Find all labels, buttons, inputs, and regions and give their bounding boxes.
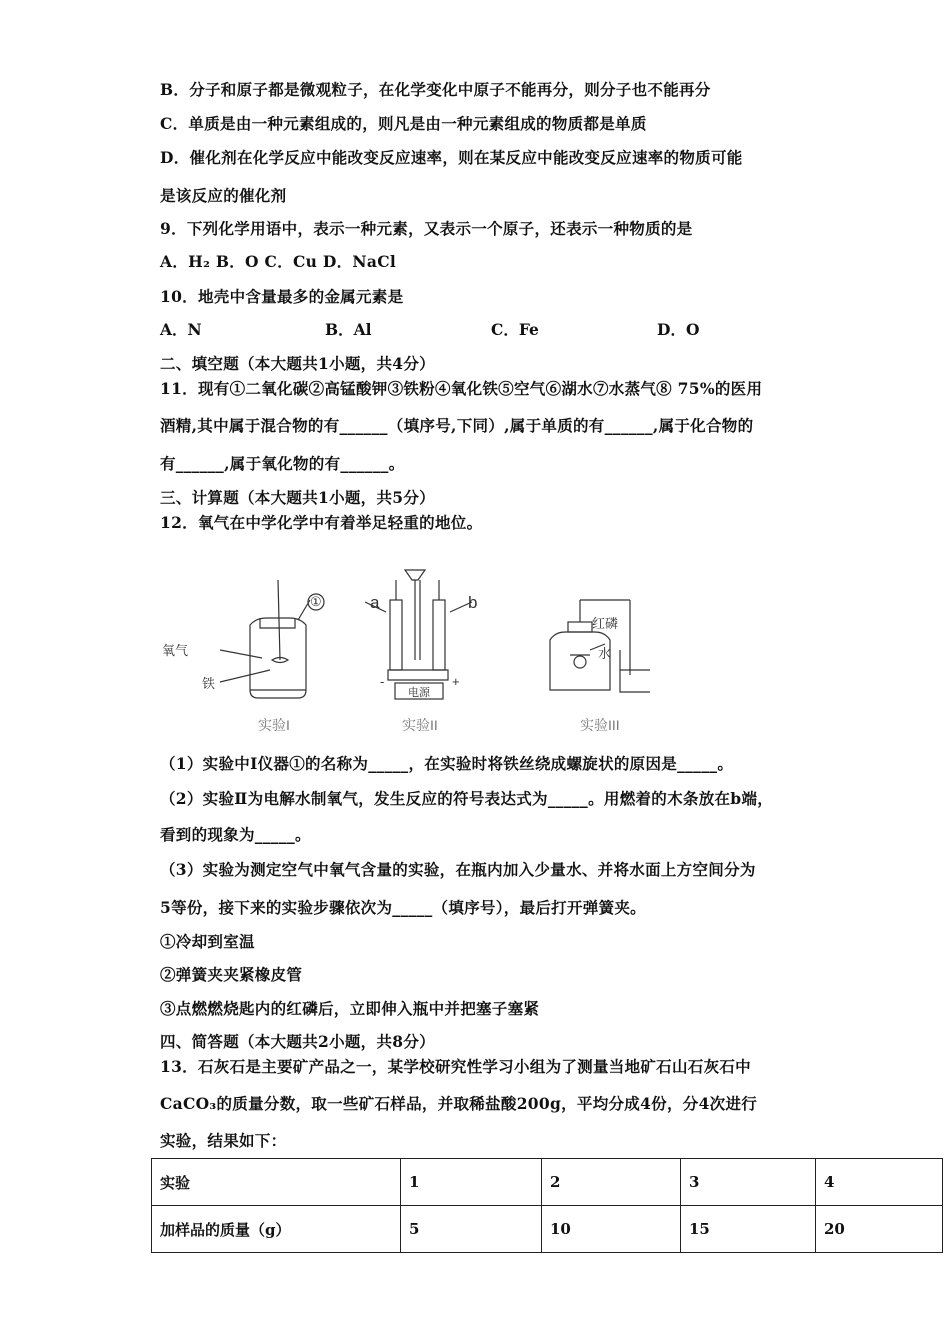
label-iron: 铁: [202, 676, 216, 691]
label-plus: +: [452, 674, 460, 689]
table-cell: 10: [542, 1206, 681, 1253]
table-cell: 20: [816, 1206, 943, 1253]
experiment-figure: [150, 540, 650, 745]
option-8c: C．单质是由一种元素组成的，则凡是由一种元素组成的物质都是单质: [160, 114, 647, 133]
q10-option-d: D．O: [657, 320, 700, 339]
table-cell: 加样品的质量（g）: [152, 1206, 401, 1253]
question-12-part-2-cont: 看到的现象为_____。: [160, 825, 311, 844]
question-12-part-3-cont: 5等份，接下来的实验步骤依次为_____（填序号），最后打开弹簧夹。: [160, 898, 646, 917]
section-2-heading: 二、填空题（本大题共1小题，共4分）: [160, 354, 435, 373]
table-cell: 4: [816, 1159, 943, 1206]
question-12-part-1: （1）实验中Ⅰ仪器①的名称为_____，在实验时将铁丝绕成螺旋状的原因是_____。: [160, 754, 734, 773]
question-9-options: A．H₂ B．O C．Cu D．NaCl: [160, 252, 397, 271]
caption-experiment-3: 实验III: [580, 717, 620, 733]
q10-option-a: A．N: [160, 320, 202, 339]
q10-option-b: B．Al: [325, 320, 372, 339]
step-1: ①冷却到室温: [160, 932, 255, 951]
label-oxygen: 氧气: [162, 643, 189, 658]
label-b: b: [468, 593, 478, 612]
question-13-cont2: 实验，结果如下：: [160, 1131, 287, 1150]
table-cell: 2: [542, 1159, 681, 1206]
question-11-cont2: 有______,属于氧化物的有______。: [160, 454, 405, 473]
label-minus: -: [380, 674, 385, 689]
question-9: 9．下列化学用语中，表示一种元素，又表示一个原子，还表示一种物质的是: [160, 219, 693, 238]
option-8b: B．分子和原子都是微观粒子，在化学变化中原子不能再分，则分子也不能再分: [160, 80, 711, 99]
section-3-heading: 三、计算题（本大题共1小题，共5分）: [160, 488, 435, 507]
q10-option-c: C．Fe: [491, 320, 539, 339]
results-table: [151, 1158, 943, 1253]
table-cell: 1: [401, 1159, 542, 1206]
question-11-cont1: 酒精,其中属于混合物的有______（填序号,下同）,属于单质的有______,属于化合物的: [160, 416, 754, 435]
option-8d: D．催化剂在化学反应中能改变反应速率，则在某反应中能改变反应速率的物质可能: [160, 148, 743, 167]
question-12-part-2: （2）实验Ⅱ为电解水制氧气，发生反应的符号表达式为_____。用燃着的木条放在b端，: [160, 789, 774, 808]
table-row: [152, 1206, 943, 1253]
question-13: 13．石灰石是主要矿产品之一，某学校研究性学习小组为了测量当地矿石山石灰石中: [160, 1057, 751, 1076]
label-power: 电源: [408, 687, 430, 699]
question-12-part-3: （3）实验为测定空气中氧气含量的实验，在瓶内加入少量水、并将水面上方空间分为: [160, 860, 756, 879]
table-cell: 3: [681, 1159, 816, 1206]
option-8d-cont: 是该反应的催化剂: [160, 186, 287, 205]
table-row: [152, 1159, 943, 1206]
caption-experiment-1: 实验I: [258, 717, 290, 733]
question-11: 11．现有①二氧化碳②高锰酸钾③铁粉④氧化铁⑤空气⑥湖水⑦水蒸气⑧ 75%的医用: [160, 379, 763, 398]
caption-experiment-2: 实验II: [402, 717, 438, 733]
label-circle-one: ①: [310, 594, 322, 609]
label-water: 水: [598, 646, 612, 661]
section-4-heading: 四、简答题（本大题共2小题，共8分）: [160, 1032, 435, 1051]
table-cell: 15: [681, 1206, 816, 1253]
label-a: a: [370, 593, 380, 612]
table-cell: 实验: [152, 1159, 401, 1206]
step-2: ②弹簧夹夹紧橡皮管: [160, 965, 303, 984]
question-13-cont1: CaCO₃的质量分数，取一些矿石样品，并取稀盐酸200g，平均分成4份，分4次进行: [160, 1094, 758, 1113]
question-12: 12．氧气在中学化学中有着举足轻重的地位。: [160, 513, 483, 532]
step-3: ③点燃燃烧匙内的红磷后，立即伸入瓶中并把塞子塞紧: [160, 999, 540, 1018]
question-10: 10．地壳中含量最多的金属元素是: [160, 287, 404, 306]
table-cell: 5: [401, 1206, 542, 1253]
label-red-phosphorus: 红磷: [592, 616, 619, 631]
